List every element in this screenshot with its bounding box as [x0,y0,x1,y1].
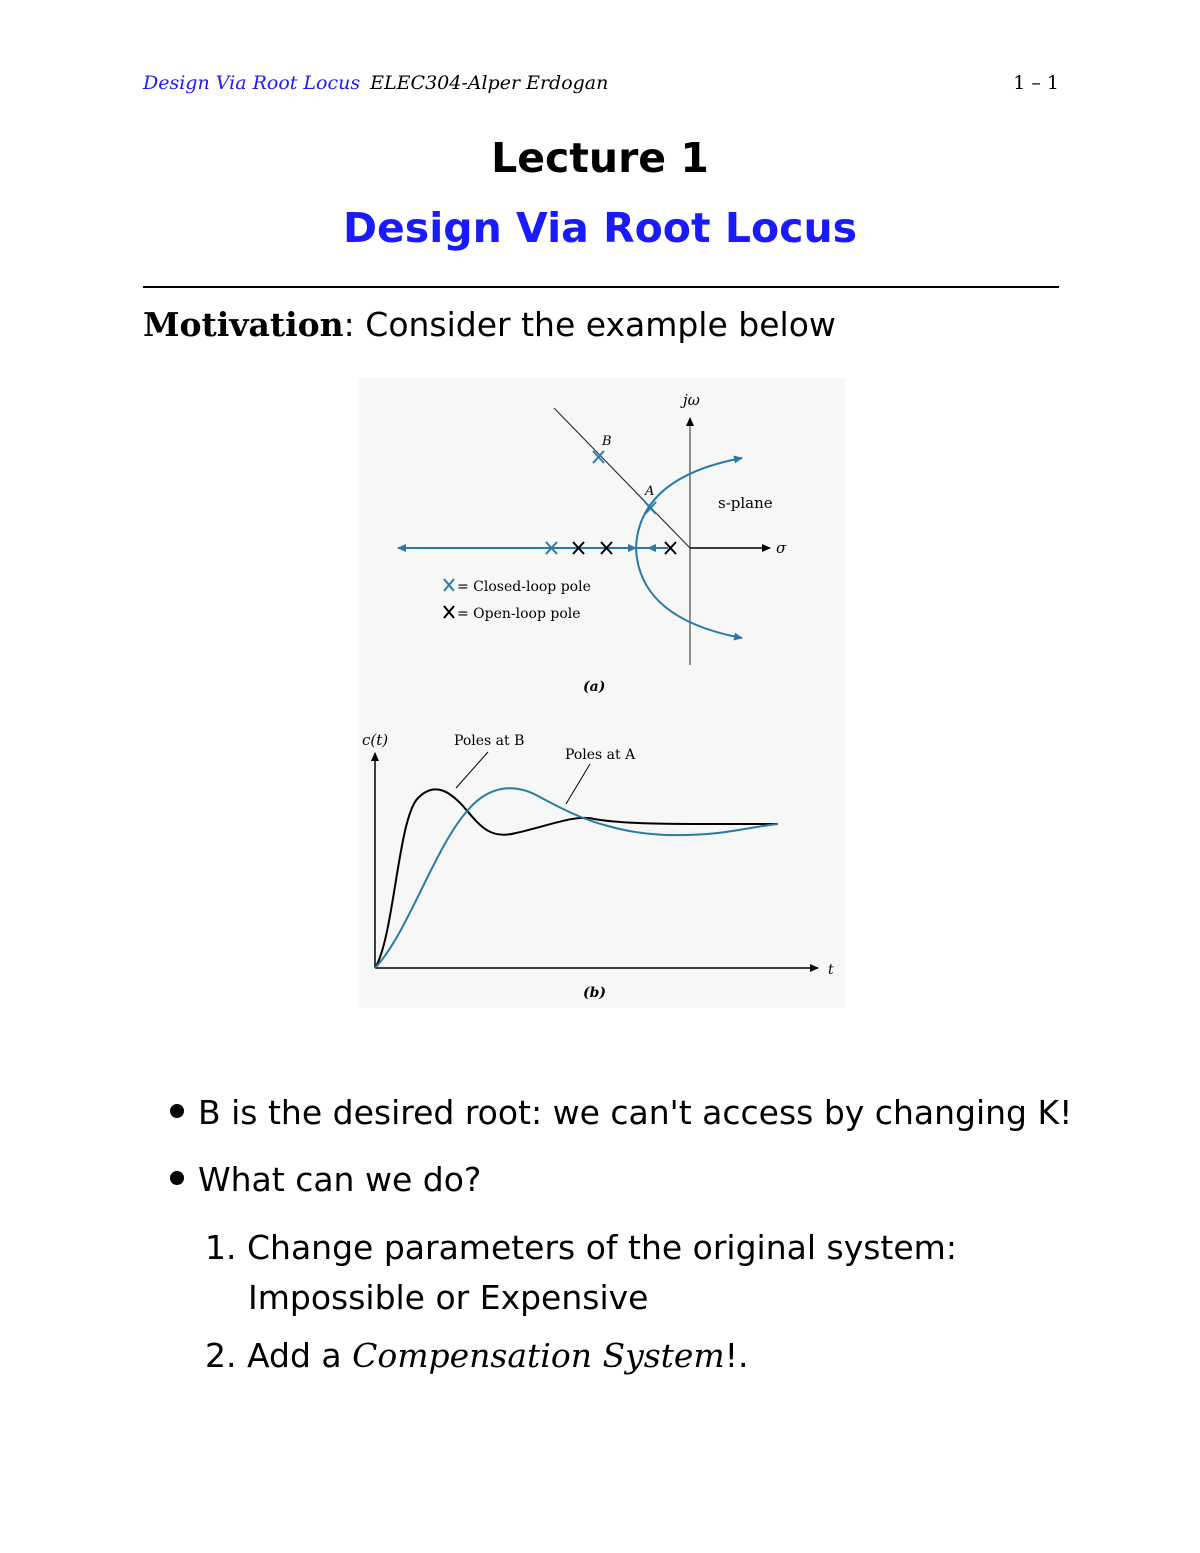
step-text: Change parameters of the original system: [247,1228,957,1267]
bullet-item [170,1093,1072,1132]
step-item [205,1336,748,1375]
annotation-poles-at-b: Poles at B [454,733,525,749]
y-axis-label: c(t) [362,731,389,749]
legend-closed-loop-label: = Closed-loop pole [457,579,591,595]
title-divider [143,286,1059,288]
caption-a: (a) [583,679,606,695]
caption-b: (b) [583,985,607,1001]
point-b-label: B [602,434,612,449]
jw-label: jω [683,391,700,409]
lecture-number: Lecture 1 [491,134,709,182]
step-number: 1. [205,1228,237,1267]
bullet-text: What can we do? [198,1160,482,1199]
x-axis-label: t [828,962,834,978]
page-header [143,72,1059,100]
s-plane-label: s-plane [718,494,773,512]
point-a-label: A [645,484,655,499]
step-suffix: !. [724,1336,749,1375]
bullet-item [170,1160,481,1199]
legend-open-loop-label: = Open-loop pole [457,606,581,622]
header-course-code: ELEC304-Alper Erdogan [370,72,609,94]
header-course-title: Design Via Root Locus [143,72,361,94]
step-prefix: Add a [247,1336,342,1375]
annotation-poles-at-a: Poles at A [565,747,636,763]
step-continuation: Impossible or Expensive [248,1278,649,1317]
motivation-line [143,305,836,344]
lecture-title: Design Via Root Locus [342,204,858,252]
step-number: 2. [205,1336,237,1375]
motivation-label: Motivation [143,305,344,344]
header-page-number: 1 – 1 [1013,72,1059,94]
root-locus-figure [358,378,845,1008]
motivation-text: : Consider the example below [343,305,836,344]
sigma-label: σ [776,539,787,557]
bullet-dot [170,1171,184,1185]
step-item [205,1228,957,1267]
step-emphasis: Compensation System [352,1336,725,1375]
bullet-text: B is the desired root: we can't access by changing K! [198,1093,1073,1132]
bullet-dot [170,1104,184,1118]
